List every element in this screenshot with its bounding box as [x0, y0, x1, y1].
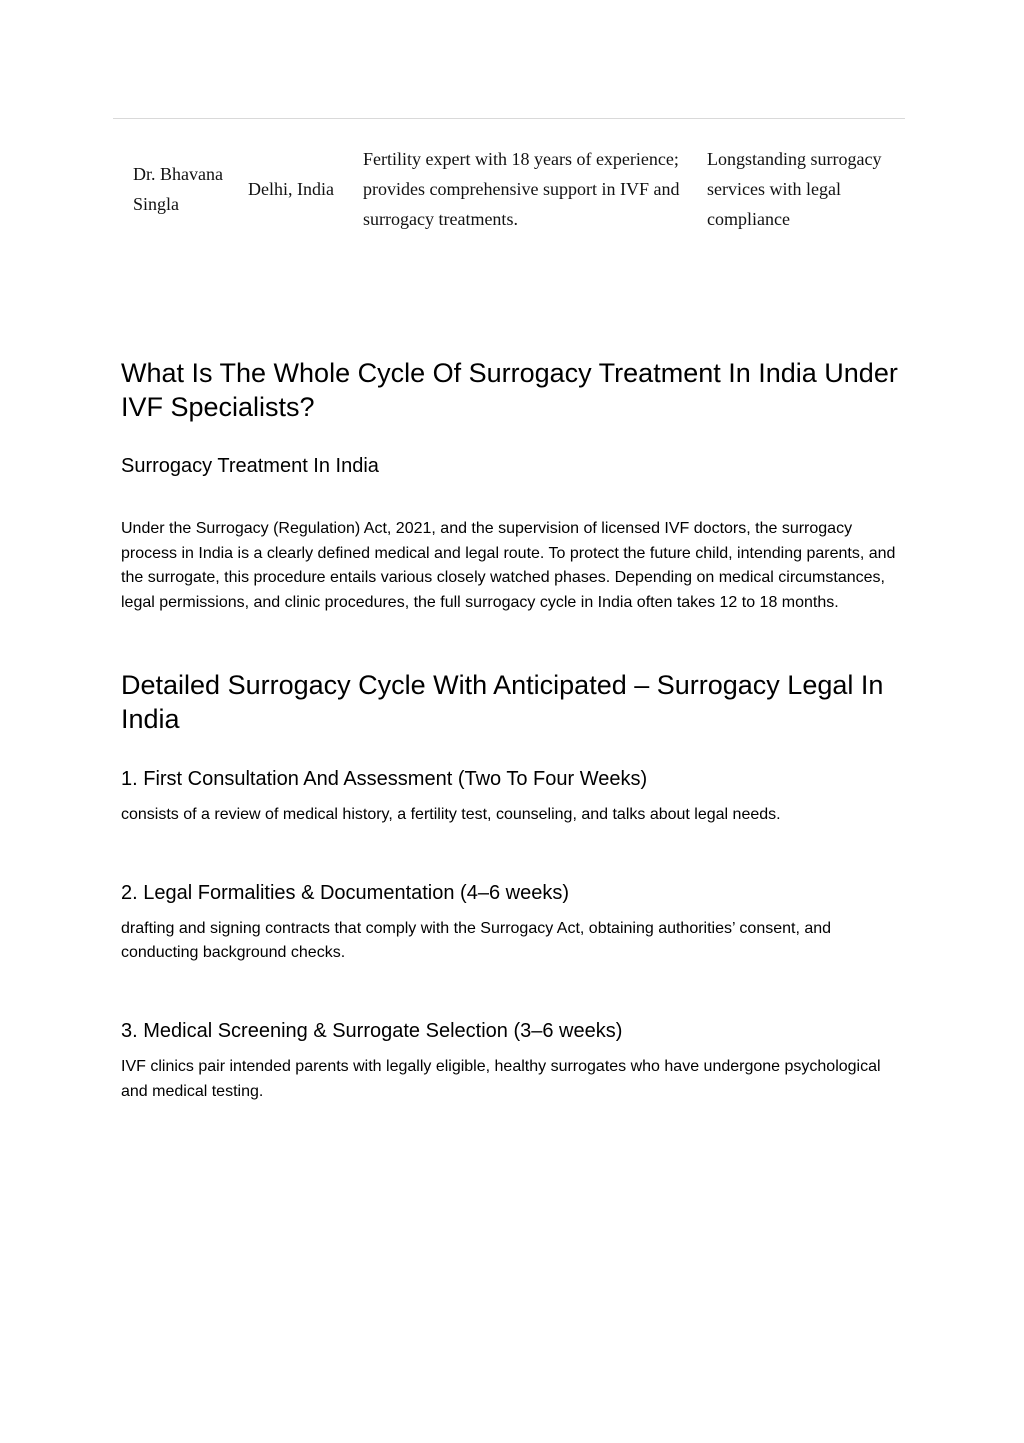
- expert-description-cell: Fertility expert with 18 years of experience; provides comprehensive support in IVF and surrogacy treatments.: [363, 148, 680, 229]
- step-2-body: drafting and signing contracts that comply with the Surrogacy Act, obtaining authorities’ consent, and conducting background checks.: [121, 919, 832, 962]
- article-body: [121, 356, 905, 1104]
- detailed-cycle-heading: Detailed Surrogacy Cycle With Anticipated – Surrogacy Legal In India: [121, 669, 884, 734]
- step-1-body: consists of a review of medical history, a fertility test, counseling, and talks about legal needs.: [121, 805, 781, 823]
- expert-name-cell: Dr. Bhavana Singla: [133, 163, 223, 214]
- expert-highlight-cell: Longstanding surrogacy services with legal compliance: [707, 148, 882, 229]
- step-3-title: 3. Medical Screening & Surrogate Selection (3–6 weeks): [121, 1019, 623, 1042]
- step-2-title: 2. Legal Formalities & Documentation (4–6 weeks): [121, 881, 569, 904]
- whole-cycle-subheading: Surrogacy Treatment In India: [121, 455, 379, 477]
- step-1-title: 1. First Consultation And Assessment (Two To Four Weeks): [121, 767, 648, 790]
- expert-table-row: [113, 118, 905, 258]
- step-3-body: IVF clinics pair intended parents with legally eligible, healthy surrogates who have undergone psychological and medical testing.: [121, 1057, 881, 1100]
- whole-cycle-paragraph: Under the Surrogacy (Regulation) Act, 2021, and the supervision of licensed IVF doctors, the surrogacy process in India is a clearly defined medical and legal route. To protect the future child, intending parents, and the surrogate, this procedure entails various closely watched phases. Depending on medical circumstances, legal permissions, and clinic procedures, the full surrogacy cycle in India often takes 12 to 18 months.: [121, 520, 896, 612]
- whole-cycle-heading: What Is The Whole Cycle Of Surrogacy Treatment In India Under IVF Specialists?: [121, 358, 898, 422]
- document-page: [0, 118, 1024, 1104]
- expert-location-cell: Delhi, India: [248, 178, 334, 199]
